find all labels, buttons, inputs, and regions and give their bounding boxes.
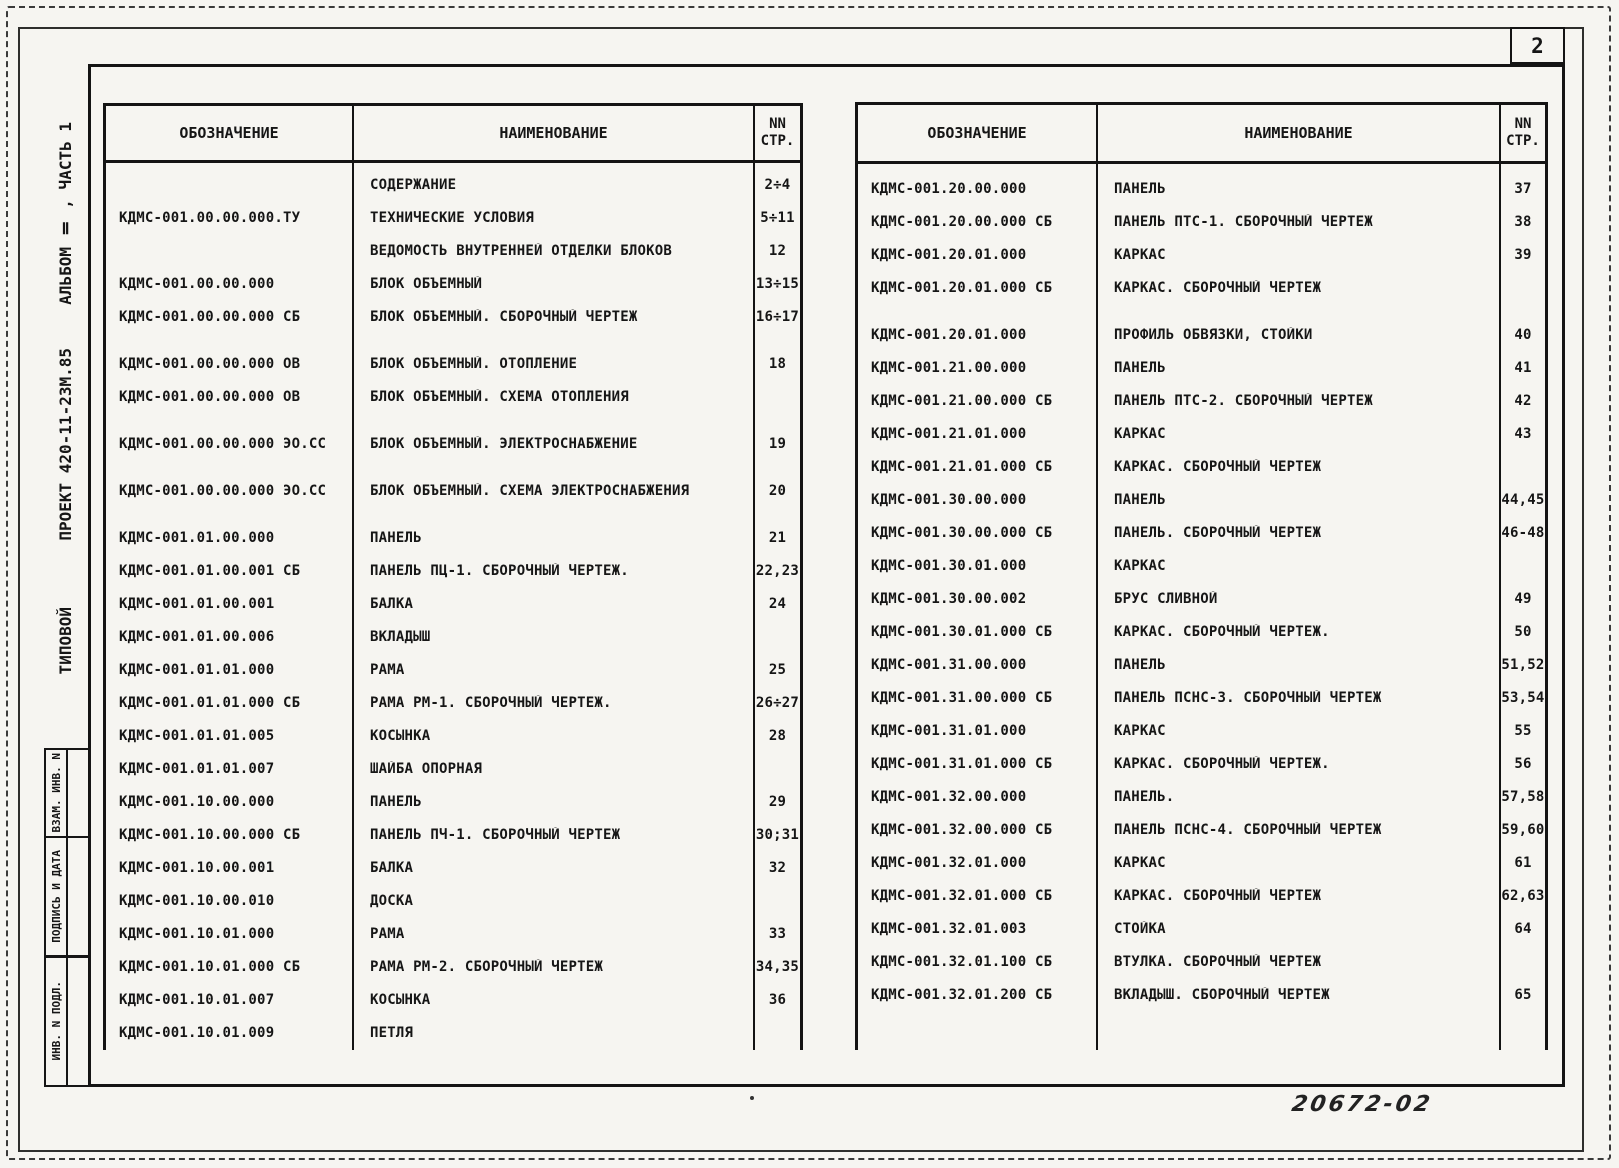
designation-cell: КДМС-001.10.01.009 [119,1024,275,1041]
name-cell: РАМА РМ-2. СБОРОЧНЫЙ ЧЕРТЕЖ [370,958,603,975]
margin-stamp-boxes [44,748,91,1087]
name-cell: КАРКАС. СБОРОЧНЫЙ ЧЕРТЕЖ [1114,279,1322,296]
table-row [858,417,1545,450]
designation-cell: КДМС-001.31.01.000 [871,722,1027,739]
margin-project-word-label [42,556,88,726]
designation-cell: КДМС-001.30.00.000 [871,491,1027,508]
designation-cell: КДМС-001.10.00.000 СБ [119,826,301,843]
name-cell: РАМА [370,661,405,678]
designation-cell: КДМС-001.00.00.000 [119,275,275,292]
page-cell: 51,52 [1501,656,1545,673]
stamp-label-text: ИНВ. N ПОДЛ. [49,981,63,1061]
table-row [858,516,1545,549]
name-cell: БЛОК ОБЪЕМНЫЙ. СХЕМА ОТОПЛЕНИЯ [370,388,629,405]
page-cell: 24 [768,595,787,612]
page-cell: 44,45 [1501,491,1545,508]
designation-cell: КДМС-001.32.01.003 [871,920,1027,937]
name-cell: КАРКАС [1114,854,1166,871]
margin-album-label [42,88,88,338]
stamp-empty-cell [68,838,89,956]
designation-cell: КДМС-001.20.01.000 [871,246,1027,263]
table-row [106,427,800,460]
table-row [858,846,1545,879]
page-cell: 37 [1514,180,1532,197]
page-cell: 30;31 [755,826,800,843]
table-row [858,271,1545,304]
stamp-label-cell [46,750,68,836]
table-row [858,912,1545,945]
name-cell: ПАНЕЛЬ [1114,656,1166,673]
designation-cell: КДМС-001.20.00.000 [871,180,1027,197]
page-cell: 38 [1514,213,1532,230]
name-cell: КАРКАС [1114,722,1166,739]
designation-cell: КДМС-001.01.00.001 [119,595,275,612]
page-cell: 43 [1514,425,1532,442]
name-cell: ПАНЕЛЬ [1114,491,1166,508]
stamp-empty-cell [68,957,89,1085]
designation-cell: КДМС-001.32.01.000 [871,854,1027,871]
page-cell: 22,23 [755,562,800,579]
table-row [106,474,800,507]
column-divider [1096,164,1099,1050]
name-cell: ПЕТЛЯ [370,1024,414,1041]
table-row [858,945,1545,978]
table-row [106,1016,800,1049]
name-cell: ПАНЕЛЬ [1114,359,1166,376]
name-cell: БЛОК ОБЪЕМНЫЙ. СБОРОЧНЫЙ ЧЕРТЕЖ [370,308,638,325]
header-pages [1501,105,1545,161]
designation-cell: КДМС-001.10.00.010 [119,892,275,909]
page-cell: 42 [1514,392,1532,409]
name-cell: ВЕДОМОСТЬ ВНУТРЕННЕЙ ОТДЕЛКИ БЛОКОВ [370,242,673,259]
table-row [858,714,1545,747]
page-cell: 62,63 [1501,887,1545,904]
designation-cell: КДМС-001.30.01.000 СБ [871,623,1053,640]
table-row [106,719,800,752]
table-row [106,521,800,554]
project-word-text: ТИПОВОЙ [55,607,75,675]
page-cell: 61 [1514,854,1532,871]
page-cell: 39 [1514,246,1532,263]
column-divider [352,163,355,1050]
name-cell: ПАНЕЛЬ [1114,180,1166,197]
table-row [858,978,1545,1011]
page-cell: 65 [1514,986,1532,1003]
table-row [106,587,800,620]
column-divider [1499,164,1502,1050]
header-pages-line2: СТР. [760,133,795,149]
designation-cell: КДМС-001.20.00.000 СБ [871,213,1053,230]
designation-cell: КДМС-001.31.00.000 СБ [871,689,1053,706]
stamp-label-text: ВЗАМ. ИНВ. N [49,753,63,833]
designation-cell: КДМС-001.21.01.000 СБ [871,458,1053,475]
name-cell: КАРКАС. СБОРОЧНЫЙ ЧЕРТЕЖ. [1114,755,1330,772]
table-body [106,163,800,1050]
designation-cell: КДМС-001.21.00.000 СБ [871,392,1053,409]
designation-cell: КДМС-001.10.00.000 [119,793,275,810]
contents-table-right [855,102,1548,1050]
designation-cell: КДМС-001.01.01.005 [119,727,275,744]
header-designation: ОБОЗНАЧЕНИЕ [106,106,354,160]
name-cell: ПАНЕЛЬ ПТС-2. СБОРОЧНЫЙ ЧЕРТЕЖ [1114,392,1373,409]
header-pages-line2: СТР. [1506,133,1540,149]
table-row [858,384,1545,417]
contents-table-left [103,103,803,1050]
name-cell: КАРКАС. СБОРОЧНЫЙ ЧЕРТЕЖ. [1114,623,1330,640]
name-cell: КОСЫНКА [370,727,431,744]
sheet-number-cell [1510,27,1565,64]
page-cell: 16÷17 [755,308,800,325]
table-row [858,549,1545,582]
table-rows [106,163,800,1049]
stamp-box-inv-podl [44,955,91,1087]
name-cell: ПАНЕЛЬ [370,793,422,810]
table-body [858,164,1545,1050]
table-header-row [106,106,800,163]
designation-cell: КДМС-001.00.00.000 ОВ [119,388,301,405]
name-cell: БРУС СЛИВНОЙ [1114,590,1218,607]
designation-cell: КДМС-001.10.01.000 СБ [119,958,301,975]
table-row [858,238,1545,271]
designation-cell: КДМС-001.30.00.000 СБ [871,524,1053,541]
name-cell: ПАНЕЛЬ. СБОРОЧНЫЙ ЧЕРТЕЖ [1114,524,1322,541]
name-cell: ПАНЕЛЬ ПТС-1. СБОРОЧНЫЙ ЧЕРТЕЖ [1114,213,1373,230]
table-row [106,686,800,719]
designation-cell: КДМС-001.21.01.000 [871,425,1027,442]
page-cell: 64 [1514,920,1532,937]
table-row [858,681,1545,714]
designation-cell: КДМС-001.00.00.000 ЭО.СС [119,435,327,452]
name-cell: ПАНЕЛЬ. [1114,788,1175,805]
sheet-number: 2 [1531,33,1544,58]
designation-cell: КДМС-001.01.01.000 [119,661,275,678]
name-cell: БЛОК ОБЪЕМНЫЙ. СХЕМА ЭЛЕКТРОСНАБЖЕНИЯ [370,482,690,499]
page-cell: 25 [768,661,787,678]
album-label-text: АЛЬБОМ Ⅱ , ЧАСТЬ 1 [55,121,75,305]
name-cell: ПАНЕЛЬ ПСНС-4. СБОРОЧНЫЙ ЧЕРТЕЖ [1114,821,1382,838]
table-row [106,917,800,950]
name-cell: ТЕХНИЧЕСКИЕ УСЛОВИЯ [370,209,534,226]
name-cell: ВТУЛКА. СБОРОЧНЫЙ ЧЕРТЕЖ [1114,953,1322,970]
table-row [858,450,1545,483]
page-cell: 12 [768,242,787,259]
designation-cell: КДМС-001.32.00.000 [871,788,1027,805]
page-cell: 2÷4 [764,176,791,193]
page-cell: 56 [1514,755,1532,772]
name-cell: РАМА [370,925,405,942]
name-cell: СТОЙКА [1114,920,1166,937]
designation-cell: КДМС-001.00.00.000 СБ [119,308,301,325]
table-rows [858,164,1545,1011]
designation-cell: КДМС-001.32.00.000 СБ [871,821,1053,838]
table-row [858,813,1545,846]
header-name: НАИМЕНОВАНИЕ [354,106,755,160]
designation-cell: КДМС-001.10.00.001 [119,859,275,876]
table-row [106,851,800,884]
table-row [106,300,800,333]
page-cell: 41 [1514,359,1532,376]
name-cell: КАРКАС [1114,246,1166,263]
page-cell: 46-48 [1501,524,1545,541]
page-cell: 29 [768,793,787,810]
designation-cell: КДМС-001.32.01.000 СБ [871,887,1053,904]
name-cell: БЛОК ОБЪЕМНЫЙ. ОТОПЛЕНИЕ [370,355,578,372]
margin-project-code-label [42,330,88,558]
designation-cell: КДМС-001.01.01.000 СБ [119,694,301,711]
designation-cell: КДМС-001.10.01.007 [119,991,275,1008]
stamp-empty-cell [68,750,89,836]
name-cell: КАРКАС. СБОРОЧНЫЙ ЧЕРТЕЖ [1114,887,1322,904]
designation-cell: КДМС-001.01.00.006 [119,628,275,645]
project-code-text: ПРОЕКТ 420-11-23М.85 [55,347,75,541]
name-cell: КАРКАС [1114,425,1166,442]
designation-cell: КДМС-001.30.01.000 [871,557,1027,574]
designation-cell: КДМС-001.10.01.000 [119,925,275,942]
page-cell: 59,60 [1501,821,1545,838]
name-cell: КАРКАС. СБОРОЧНЫЙ ЧЕРТЕЖ [1114,458,1322,475]
header-pages [755,106,800,160]
table-row [858,615,1545,648]
page-cell: 26÷27 [755,694,800,711]
table-row [858,483,1545,516]
name-cell: ДОСКА [370,892,414,909]
page-cell: 13÷15 [755,275,800,292]
column-divider [753,163,756,1050]
page-cell: 53,54 [1501,689,1545,706]
name-cell: БЛОК ОБЪЕМНЫЙ. ЭЛЕКТРОСНАБЖЕНИЕ [370,435,638,452]
page-cell: 34,35 [755,958,800,975]
table-row [858,780,1545,813]
designation-cell: КДМС-001.00.00.000 ОВ [119,355,301,372]
name-cell: ПАНЕЛЬ [370,529,422,546]
page-cell: 49 [1514,590,1532,607]
page-cell: 50 [1514,623,1532,640]
stamp-box-vzam-inv [44,748,91,838]
table-row [106,818,800,851]
name-cell: ПАНЕЛЬ ПСНС-3. СБОРОЧНЫЙ ЧЕРТЕЖ [1114,689,1382,706]
name-cell: КАРКАС [1114,557,1166,574]
table-row [106,653,800,686]
table-row [106,234,800,267]
table-row [106,201,800,234]
designation-cell: КДМС-001.00.00.000 ЭО.СС [119,482,327,499]
table-row [106,752,800,785]
name-cell: ШАЙБА ОПОРНАЯ [370,760,483,777]
header-name: НАИМЕНОВАНИЕ [1098,105,1501,161]
name-cell: СОДЕРЖАНИЕ [370,176,457,193]
name-cell: ВКЛАДЫШ [370,628,431,645]
page-cell: 21 [768,529,787,546]
table-row [858,205,1545,238]
designation-cell: КДМС-001.01.00.001 СБ [119,562,301,579]
stamp-box-podpis-data [44,836,91,958]
table-row [106,347,800,380]
designation-cell: КДМС-001.31.00.000 [871,656,1027,673]
designation-cell: КДМС-001.20.01.000 [871,326,1027,343]
table-row [106,168,800,201]
name-cell: РАМА РМ-1. СБОРОЧНЫЙ ЧЕРТЕЖ. [370,694,612,711]
name-cell: ПАНЕЛЬ ПЧ-1. СБОРОЧНЫЙ ЧЕРТЕЖ [370,826,621,843]
designation-cell: КДМС-001.32.01.200 СБ [871,986,1053,1003]
designation-cell: КДМС-001.31.01.000 СБ [871,755,1053,772]
stamp-label-cell [46,838,68,956]
name-cell: ВКЛАДЫШ. СБОРОЧНЫЙ ЧЕРТЕЖ [1114,986,1330,1003]
table-row [106,267,800,300]
table-row [106,554,800,587]
name-cell: ПАНЕЛЬ ПЦ-1. СБОРОЧНЫЙ ЧЕРТЕЖ. [370,562,629,579]
table-row [858,648,1545,681]
table-row [858,879,1545,912]
header-designation: ОБОЗНАЧЕНИЕ [858,105,1098,161]
name-cell: ПРОФИЛЬ ОБВЯЗКИ, СТОЙКИ [1114,326,1313,343]
name-cell: КОСЫНКА [370,991,431,1008]
table-row [858,582,1545,615]
page-cell: 20 [768,482,787,499]
table-row [106,785,800,818]
page-cell: 36 [768,991,787,1008]
stamp-label-cell [46,957,68,1085]
page-cell: 19 [768,435,787,452]
page-cell: 55 [1514,722,1532,739]
table-row [106,884,800,917]
table-row [858,747,1545,780]
table-row [858,351,1545,384]
table-header-row [858,105,1545,164]
document-code: 20672-02 [1289,1092,1435,1117]
page-cell: 40 [1514,326,1532,343]
name-cell: БАЛКА [370,595,414,612]
table-row [858,318,1545,351]
name-cell: БАЛКА [370,859,414,876]
header-pages-line1: NN [769,115,786,132]
table-row [106,983,800,1016]
page-cell: 33 [768,925,787,942]
page-cell: 5÷11 [760,209,795,226]
ink-dot [750,1096,754,1100]
designation-cell: КДМС-001.20.01.000 СБ [871,279,1053,296]
page-cell: 18 [768,355,787,372]
page-cell: 28 [768,727,787,744]
designation-cell: КДМС-001.01.00.000 [119,529,275,546]
name-cell: БЛОК ОБЪЕМНЫЙ [370,275,483,292]
table-row [106,620,800,653]
table-row [106,380,800,413]
designation-cell: КДМС-001.30.00.002 [871,590,1027,607]
designation-cell: КДМС-001.00.00.000.ТУ [119,209,301,226]
designation-cell: КДМС-001.21.00.000 [871,359,1027,376]
designation-cell: КДМС-001.01.01.007 [119,760,275,777]
page-cell: 57,58 [1501,788,1545,805]
page-cell: 32 [768,859,787,876]
table-row [858,172,1545,205]
table-row [106,950,800,983]
header-pages-line1: NN [1514,115,1532,132]
stamp-label-text: ПОДПИСЬ И ДАТА [49,850,63,943]
designation-cell: КДМС-001.32.01.100 СБ [871,953,1053,970]
